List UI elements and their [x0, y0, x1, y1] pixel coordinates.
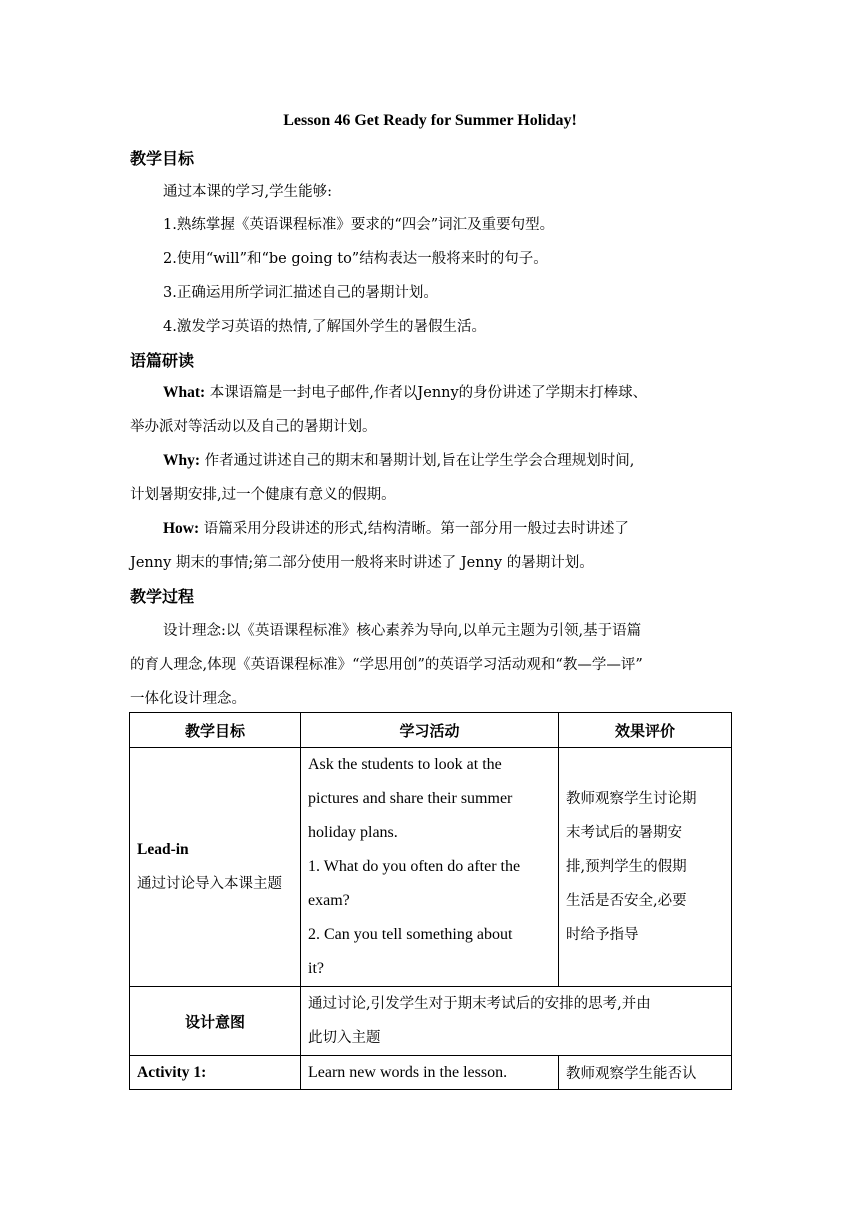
design-intent-text: 此切入主题: [308, 1030, 381, 1046]
process-text: 一体化设计理念。: [130, 691, 246, 707]
evaluation-line: 时给予指导: [566, 927, 639, 943]
column-header: 教学目标: [130, 713, 301, 748]
objective-item: 1.熟练掌握《英语课程标准》要求的“四会”词汇及重要句型。: [163, 217, 555, 233]
what-label: What:: [163, 384, 206, 401]
column-header: 效果评价: [559, 713, 732, 748]
how-label: How:: [163, 520, 200, 537]
column-header: 学习活动: [301, 713, 559, 748]
how-paragraph: [163, 517, 730, 538]
activity-line: exam?: [308, 892, 350, 909]
evaluation-line: 末考试后的暑期安: [566, 825, 682, 841]
activity-line: 2. Can you tell something about: [308, 926, 513, 943]
leadin-evaluation-cell: [559, 748, 732, 987]
what-text-cont: 举办派对等活动以及自己的暑期计划。: [130, 419, 377, 435]
activity-line: pictures and share their summer: [308, 790, 513, 807]
objective-item: 3.正确运用所学词汇描述自己的暑期计划。: [163, 285, 438, 301]
what-paragraph: [163, 381, 730, 402]
what-text: 本课语篇是一封电子邮件,作者以Jenny的身份讲述了学期末打棒球、: [205, 385, 648, 401]
why-label: Why:: [163, 452, 201, 469]
objective-item: 4.激发学习英语的热情,了解国外学生的暑假生活。: [163, 319, 486, 335]
evaluation-line: 排,预判学生的假期: [566, 859, 687, 875]
table-row: [130, 748, 732, 987]
teaching-table: [129, 712, 732, 1090]
design-intent-cell: [301, 987, 732, 1056]
design-intent-text: 通过讨论,引发学生对于期末考试后的安排的思考,并由: [308, 996, 651, 1012]
design-intent-label: 设计意图: [130, 987, 301, 1056]
evaluation-line: 教师观察学生讨论期: [566, 791, 697, 807]
why-text: 作者通过讲述自己的期末和暑期计划,旨在让学生学会合理规划时间,: [200, 453, 635, 469]
leadin-desc: 通过讨论导入本课主题: [137, 876, 282, 892]
process-text: 设计理念:以《英语课程标准》核心素养为导向,以单元主题为引领,基于语篇: [163, 623, 642, 639]
lesson-title: Lesson 46 Get Ready for Summer Holiday!: [283, 112, 577, 129]
activity-line: holiday plans.: [308, 824, 398, 841]
process-text: 的育人理念,体现《英语课程标准》“学思用创”的英语学习活动观和“教—学—评”: [130, 657, 643, 673]
leadin-title: Lead-in: [137, 841, 189, 858]
activity1-title: Activity 1:: [130, 1056, 301, 1090]
how-text: 语篇采用分段讲述的形式,结构清晰。第一部分用一般过去时讲述了: [199, 521, 629, 537]
why-text-cont: 计划暑期安排,过一个健康有意义的假期。: [130, 487, 396, 503]
table-header-row: [130, 713, 732, 748]
leadin-activity-cell: [301, 748, 559, 987]
objective-item: 2.使用“will”和“be going to”结构表达一般将来时的句子。: [163, 251, 548, 267]
process-heading: 教学过程: [130, 587, 195, 606]
activity-line: 1. What do you often do after the: [308, 858, 521, 875]
objectives-heading: 教学目标: [130, 149, 195, 168]
activity1-activity: Learn new words in the lesson.: [301, 1056, 559, 1090]
activity1-evaluation: 教师观察学生能否认: [559, 1056, 732, 1090]
table-row: [130, 1056, 732, 1090]
table-row: [130, 987, 732, 1056]
why-paragraph: [163, 449, 730, 470]
leadin-objective-cell: [130, 748, 301, 987]
activity-line: Ask the students to look at the: [308, 756, 502, 773]
reading-heading: 语篇研读: [130, 351, 195, 370]
activity-line: it?: [308, 960, 324, 977]
objectives-intro: 通过本课的学习,学生能够:: [163, 184, 332, 200]
evaluation-line: 生活是否安全,必要: [566, 893, 687, 909]
how-text-cont: Jenny 期末的事情;第二部分使用一般将来时讲述了 Jenny 的暑期计划。: [130, 555, 594, 571]
